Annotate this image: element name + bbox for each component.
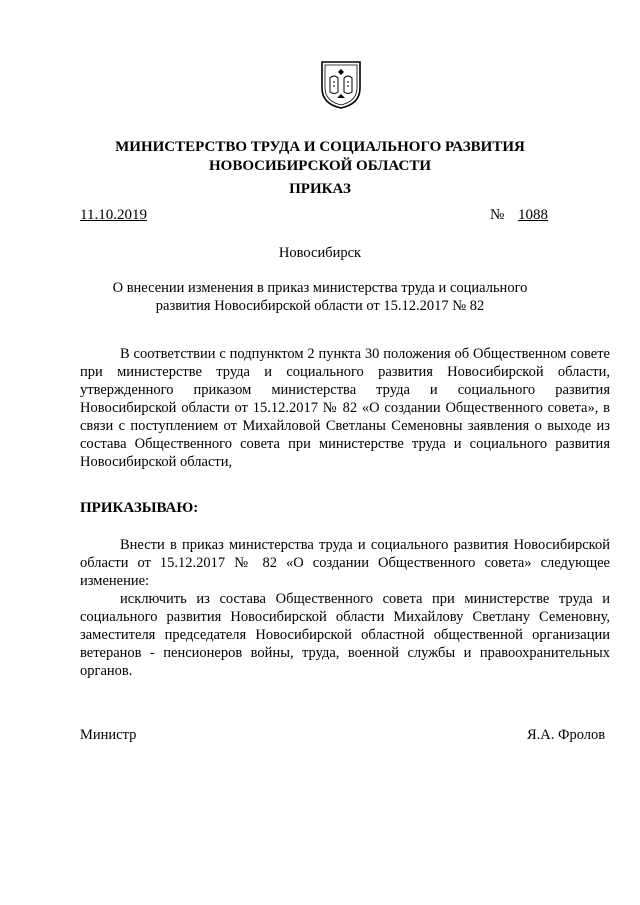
decree-item-intro: Внести в приказ министерства труда и социального развития Новосибирской области от 15.12.2017 № 82 «О создании Общественного совета» следующее изменение:	[80, 537, 610, 589]
signer-name: Я.А. Фролов	[527, 727, 606, 743]
coat-of-arms-icon	[318, 58, 364, 110]
decree-item-text: исключить из состава Общественного совета при министерстве труда и социального развития Новосибирской области Михайлову Светлану Семеновну, заместителя председателя Новосибирской областной общественной организации ветеранов - пенсионеров войны, труда, военной службы и правоохранительных органов.	[80, 591, 610, 679]
decree-heading: ПРИКАЗЫВАЮ:	[80, 500, 199, 516]
subject-line-2: развития Новосибирской области от 15.12.2017 № 82	[155, 298, 485, 314]
order-number: 1088	[518, 207, 548, 223]
document-type: ПРИКАЗ	[289, 181, 351, 197]
order-date: 11.10.2019	[80, 207, 147, 223]
ministry-name	[0, 138, 640, 176]
city: Новосибирск	[278, 245, 362, 261]
order-subject	[0, 279, 640, 315]
signer-title: Министр	[80, 727, 137, 743]
subject-line-1: О внесении изменения в приказ министерства труда и социального	[112, 280, 528, 296]
ministry-line-2: НОВОСИБИРСКОЙ ОБЛАСТИ	[208, 158, 432, 174]
order-number-sign: №	[490, 207, 505, 223]
ministry-line-1: МИНИСТЕРСТВО ТРУДА И СОЦИАЛЬНОГО РАЗВИТИЯ	[115, 139, 525, 155]
preamble-paragraph: В соответствии с подпунктом 2 пункта 30 положения об Общественном совете при министерстве труда и социального развития Новосибирской области, утвержденного приказом министерства труда и социального развития Новосибирской области от 15.12.2017 № 82 «О создании Общественного совета», в связи с поступлением от Михайловой Светланы Семеновны заявления о выходе из состава Общественного совета при министерстве труда и социального развития Новосибирской области,	[80, 346, 610, 470]
